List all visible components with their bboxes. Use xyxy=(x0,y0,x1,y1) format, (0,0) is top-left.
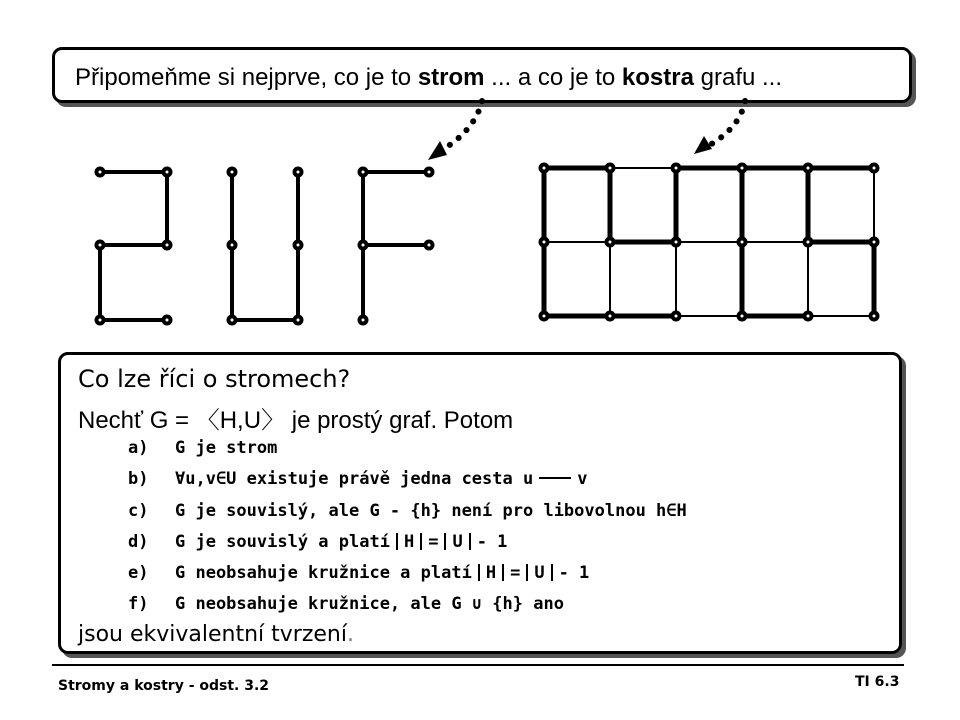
banner-text-2: ... a co je to xyxy=(484,64,622,91)
item-d-part1: G je souvislý a platí xyxy=(175,532,390,552)
graphs-illustration xyxy=(0,0,960,340)
intro-right-angle: 〉 xyxy=(261,407,286,434)
item-c-text: G je souvislý, ale G - {h} není pro libovolnou h∈H xyxy=(175,501,687,521)
banner-strom: strom xyxy=(417,64,485,91)
abs-bar xyxy=(526,564,528,581)
item-e-part5: - 1 xyxy=(558,563,590,583)
conclusion-text: jsou ekvivalentní tvrzení xyxy=(78,622,347,647)
theorem-conclusion xyxy=(78,622,354,647)
abs-bar xyxy=(469,533,471,550)
abs-bar xyxy=(420,533,422,550)
item-f-letter: f) xyxy=(128,594,149,614)
theorem-intro xyxy=(78,400,513,435)
item-e-part1: G neobsahuje kružnice a platí xyxy=(175,563,472,583)
banner-text-1: Připomeňme si nejprve, co je to xyxy=(75,64,418,91)
abs-bar xyxy=(444,533,446,550)
footer-divider xyxy=(52,664,904,666)
item-d-part5: - 1 xyxy=(476,532,508,552)
item-b-text xyxy=(175,469,587,489)
arrow-head-tree xyxy=(428,141,447,160)
intro-text-b: je prostý graf. Potom xyxy=(285,407,514,434)
intro-graph-pair: H,U xyxy=(219,407,262,434)
item-f-text: G neobsahuje kružnice, ale G ∪ {h} ano xyxy=(175,594,564,614)
item-c-letter: c) xyxy=(128,501,149,521)
item-a-letter: a) xyxy=(128,438,149,458)
item-e-part3: = xyxy=(510,563,521,583)
item-e-part4: U xyxy=(534,563,545,583)
item-b-part2: v xyxy=(577,469,588,489)
theorem-heading: Co lze říci o stromech? xyxy=(78,365,351,393)
item-b-letter: b) xyxy=(128,469,149,489)
banner-kostra: kostra xyxy=(621,64,694,91)
item-e-part2: H xyxy=(485,563,497,583)
tree-graph xyxy=(100,172,429,320)
item-e-text xyxy=(175,563,589,583)
abs-bar xyxy=(396,533,398,550)
intro-left-angle: 〈 xyxy=(195,407,220,434)
item-d-part3: = xyxy=(428,532,439,552)
footer-title: Stromy a kostry - odst. 3.2 xyxy=(58,678,270,694)
arrows xyxy=(442,101,745,150)
arrow-heads xyxy=(428,136,712,160)
item-e-letter: e) xyxy=(128,563,149,583)
arrow-to-spanning-tree xyxy=(708,101,745,146)
abs-bar xyxy=(502,564,504,581)
conclusion-dot: . xyxy=(346,622,354,647)
intro-text-a: Nechť G = xyxy=(78,407,196,434)
item-d-part2: H xyxy=(403,532,415,552)
item-d-part4: U xyxy=(452,532,463,552)
arrow-head-spanning xyxy=(694,136,712,154)
item-d-text xyxy=(175,532,507,552)
arrow-to-tree xyxy=(442,101,482,150)
abs-bar xyxy=(551,564,553,581)
abs-bar xyxy=(478,564,480,581)
item-a-text: G je strom xyxy=(175,438,278,458)
item-b-part1: ∀u,v∈U existuje právě jedna cesta u xyxy=(175,469,534,489)
path-dash xyxy=(539,477,571,479)
slide-number: TI 6.3 xyxy=(855,674,900,690)
item-d-letter: d) xyxy=(128,532,149,552)
banner-text-3: grafu ... xyxy=(693,64,783,91)
